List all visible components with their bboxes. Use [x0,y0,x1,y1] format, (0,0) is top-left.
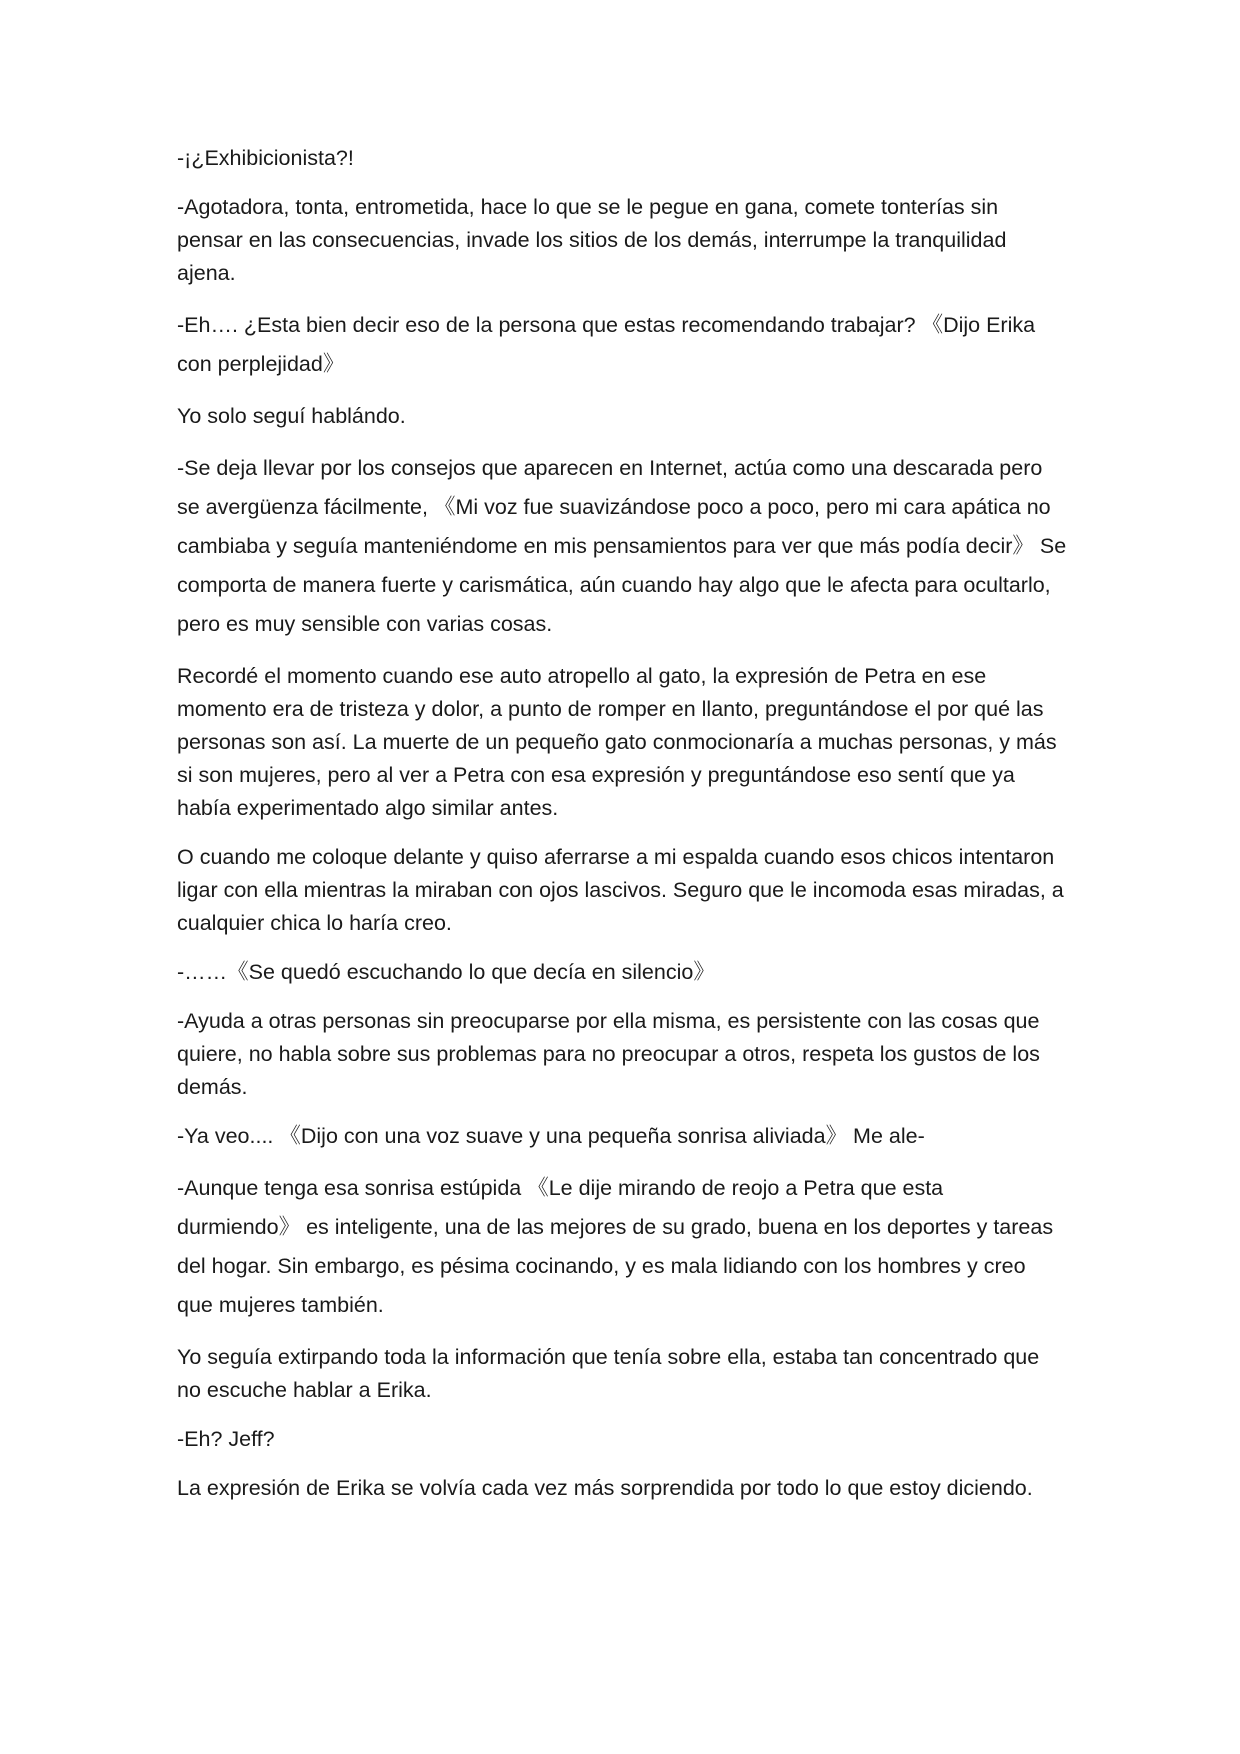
paragraph: -Eh? Jeff? [177,1427,275,1451]
paragraph: -Agotadora, tonta, entrometida, hace lo que se le pegue en gana, comete tonterías sin pensar en las consecuencias, invade los sitios de los demás, interrumpe la tranquilidad ajena. [177,195,1007,285]
paragraph: -Ayuda a otras personas sin preocuparse por ella misma, es persistente con las cosas que quiere, no habla sobre sus problemas para no preocupar a otros, respeta los gustos de los demás. [177,1009,1040,1099]
document-page [177,142,1067,1521]
paragraph: -……《Se quedó escuchando lo que decía en silencio》 [177,960,715,984]
paragraph: Recordé el momento cuando ese auto atropello al gato, la expresión de Petra en ese momento era de tristeza y dolor, a punto de romper en llanto, preguntándose el por qué las personas son así. La muerte de un pequeño gato conmocionaría a muchas personas, y más si son mujeres, pero al ver a Petra con esa expresión y preguntándose eso sentí que ya había experimentado algo similar antes. [177,664,1057,820]
paragraph: Yo solo seguí hablándo. [177,404,406,428]
paragraph: -Ya veo.... 《Dijo con una voz suave y una pequeña sonrisa aliviada》 Me ale- [177,1124,925,1148]
paragraph: La expresión de Erika se volvía cada vez más sorprendida por todo lo que estoy diciendo. [177,1476,1033,1500]
paragraph: -Eh…. ¿Esta bien decir eso de la persona que estas recomendando trabajar? 《Dijo Erika con perplejidad》 [177,313,1036,376]
paragraph: -Aunque tenga esa sonrisa estúpida 《Le dije mirando de reojo a Petra que esta durmiendo》 es inteligente, una de las mejores de su grado, buena en los deportes y tareas del hogar. Sin embargo, es pésima cocinando, y es mala lidiando con los hombres y creo que mujeres también. [177,1176,1054,1317]
paragraph: O cuando me coloque delante y quiso aferrarse a mi espalda cuando esos chicos intentaron ligar con ella mientras la miraban con ojos lascivos. Seguro que le incomoda esas miradas, a cualquier chica lo haría creo. [177,845,1064,935]
paragraph: -¡¿Exhibicionista?! [177,146,354,170]
paragraph: -Se deja llevar por los consejos que aparecen en Internet, actúa como una descarada pero se avergüenza fácilmente, 《Mi voz fue suavizándose poco a poco, pero mi cara apática no cambiaba y seguía manteniéndome en mis pensamientos para ver que más podía decir》 Se comporta de manera fuerte y carismática, aún cuando hay algo que le afecta para ocultarlo, pero es muy sensible con varias cosas. [177,456,1067,636]
paragraph: Yo seguía extirpando toda la información que tenía sobre ella, estaba tan concentrado que no escuche hablar a Erika. [177,1345,1040,1402]
